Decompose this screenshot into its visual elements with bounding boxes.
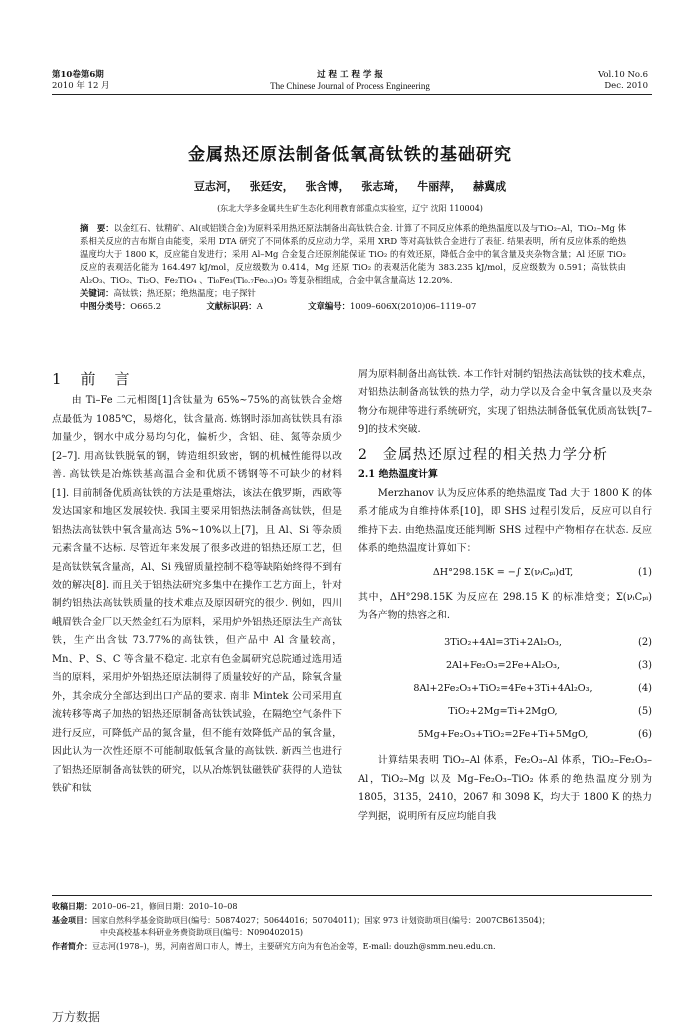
section-heading-intro: 1 前 言 bbox=[52, 370, 132, 388]
author-list: 豆志河， 张廷安， 张含博， 张志琦， 牛丽萍， 赫冀成 bbox=[193, 180, 507, 193]
footnote-rule bbox=[52, 895, 652, 896]
intro-paragraph-cont: 屑为原料制备出高钛铁. 本工作针对制约铝热法高钛铁的技术难点，对铝热法制备高钛铁的热力学，动力学以及合金中氧含量以及夹杂物分布规律等进行系统研究，实现了铝热法制备低氧优质高钛铁[7–9]的技术突破. bbox=[358, 369, 652, 436]
equation-4: 8Al+2Fe₂O₃+TiO₂=4Fe+3Ti+4Al₂O₃, (4) bbox=[413, 682, 652, 694]
right-column bbox=[358, 366, 652, 826]
section-heading-thermo: 2 金属热还原过程的相关热力学分析 bbox=[358, 446, 608, 463]
affiliation: (东北大学多金属共生矿生态化利用教育部重点实验室，辽宁 沈阳 110004) bbox=[217, 204, 483, 213]
footnote bbox=[52, 900, 652, 953]
fund-info: 基金项目：国家自然科学基金资助项目(编号：50874027；50644016；50704011)；国家 973 计划资助项目(编号：2007CB613504)； bbox=[52, 914, 550, 925]
abstract: 摘 要：以金红石、钛精矿、Al(或铝镁合金)为原料采用热还原法制备出高钛铁合金. 计算了不同反应体系的绝热温度以及与TiO₂–Al，TiO₂–Mg 体系相关反应的吉布斯自由能变，采用 DTA 研究了不同体系的反应动力学，采用 XRD 等对高钛铁合金进行了表征. 结果表明，所有反应体系的绝热温度均大于 1800 K，反应能自发进行；采用 Al–Mg 合金复合还原剂能保证 TiO₂ 的有效还原，降低合金中的氧含量及夹杂物含量；Al 还原 TiO₂ 反应的表观活化能为 164.497 kJ/mol，反应级数为 0.414，Mg 还原 TiO₂ 的表观活化能为 383.235 kJ/mol，反应级数为 0.591；高钛铁由 Al₂O₃、TiO₂、Ti₂O、Fe₂TiO₄ 、Ti₀Fe₃(Ti₀.₇Fe₀.₃)O₃ 等复杂相组成，合金中氧含量高达 12.20%. bbox=[80, 223, 626, 286]
journal-name: 过 程 工 程 学 报 The Chinese Journal of Process Engineering bbox=[270, 70, 430, 91]
received-date: 收稿日期：2010–06–21，修回日期：2010–10–08 bbox=[52, 901, 238, 911]
watermark: 万方数据 bbox=[52, 1010, 101, 1024]
equation-5: TiO₂+2Mg=Ti+2MgO, (5) bbox=[448, 705, 652, 717]
journal-volume-issue: 第10卷第6期 2010 年 12 月 bbox=[52, 70, 110, 91]
intro-paragraph: 由 Ti–Fe 二元相图[1]含钛量为 65%~75%的高钛铁合金熔点最低为 1085℃，易熔化，钛含量高. 炼钢时添加高钛铁具有添加量少，钢水中成分易均匀化，偏析少，含铝、硅、氮等杂质少[2–7]. 用高钛铁脱氧的钢，铸造组织致密，钢的机械性能得以改善. 高钛铁是冶炼铁基高温合金和优质不锈钢等不可缺少的材料[1]. 目前制备优质高钛铁的方法是重熔法，该法在俄罗斯，西欧等发达国家和地区发展较快. 我国主要采用铝热法制备高钛铁，但是铝热法高钛铁中氧含量高达 5%~10%以上[7]，且 Al、Si 等杂质元素含量不达标. 尽管近年来发展了很多改进的铝热还原工艺，但是高钛铁氧含量高，Al、Si 残留质量控制不稳等缺陷始终得不到有效的解决[8]. 而且关于铝热法研究多集中在操作工艺方面上，针对制约铝热法高钛铁质量的技术难点及原因研究的很少. 例如，四川峨眉铁合金厂以天然金红石为原料，采用炉外铝热还原法生产高钛铁，生产出含钛 73.77%的高钛铁，但产品中 Al 含量较高，Mn、P、S、C 等含量不稳定. 北京有色金属研究总院通过选用适当的原料，采用炉外铝热还原法制得了质量较好的产品，除氧含量外，其余成分全部达到出口产品的要求. 南非 Mintek 公司采用直流转移等离子加热的铝热还原制备高钛铁试验，在隔绝空气条件下进行反应，可降低产品的氮含量，但不能有效降低产品的氧含量，因此认为一次性还原不可能制取低氧含量的高钛铁. 新西兰也进行了铝热还原制备高钛铁的研究，以从冶炼钒钛磁铁矿获得的人造钛铁矿和钛 bbox=[52, 395, 342, 794]
journal-volume-en: Vol.10 No.6 Dec. 2010 bbox=[598, 70, 648, 91]
left-column bbox=[52, 366, 342, 798]
fund-info-cont: 中央高校基本科研业务费资助项目(编号：N090402015) bbox=[100, 928, 304, 937]
subsection-heading-adiabatic: 2.1 绝热温度计算 bbox=[358, 469, 438, 481]
equation-6: 5Mg+Fe₂O₃+TiO₂=2Fe+Ti+5MgO, (6) bbox=[417, 728, 652, 740]
author-bio: 作者简介：豆志河(1978–)，男，河南省周口市人，博士，主要研究方向为有色冶金等，E-mail: douzh@smm.neu.edu.cn. bbox=[52, 940, 496, 951]
abstract-block bbox=[80, 222, 626, 313]
equation-2: 3TiO₂+4Al=3Ti+2Al₂O₃, (2) bbox=[444, 636, 652, 648]
merzhanov-paragraph: Merzhanov 认为反应体系的绝热温度 Tad 大于 1800 K 的体系才能成为自维持体系[10]，即 SHS 过程引发后，反应可以自行维持下去. 由绝热温度还能判断 SHS 过程中产物相存在状态. 反应体系的绝热温度计算如下： bbox=[358, 487, 652, 555]
results-paragraph: 计算结果表明 TiO₂–Al 体系，Fe₂O₃–Al 体系，TiO₂–Fe₂O₃–Al，TiO₂–Mg 以及 Mg–Fe₂O₃–TiO₂ 体系的绝热温度分别为 1805，3135，2410，2067 和 3098 K，均大于 1800 K 的热力学判据，说明所有反应均能自我 bbox=[358, 755, 652, 822]
paper-title: 金属热还原法制备低氧高钛铁的基础研究 bbox=[188, 145, 512, 165]
equation-3: 2Al+Fe₂O₃=2Fe+Al₂O₃, (3) bbox=[445, 659, 652, 671]
equation-explanation: 其中，ΔH°298.15K 为反应在 298.15 K 的标准焓变；Σ(νᵢCₚᵢ) 为各产物的热容之和. bbox=[358, 591, 652, 621]
header-rule bbox=[52, 94, 652, 95]
equation-1: ΔH°298.15K = −∫ Σ(νᵢCₚᵢ)dT, (1) bbox=[432, 567, 652, 579]
classification-row: 中图分类号：O665.2 文献标识码：A 文章编号：1009–606X(2010)06–1119–07 bbox=[80, 301, 477, 312]
keywords: 关键词：高钛铁；热还原；绝热温度；电子探针 bbox=[80, 288, 256, 299]
